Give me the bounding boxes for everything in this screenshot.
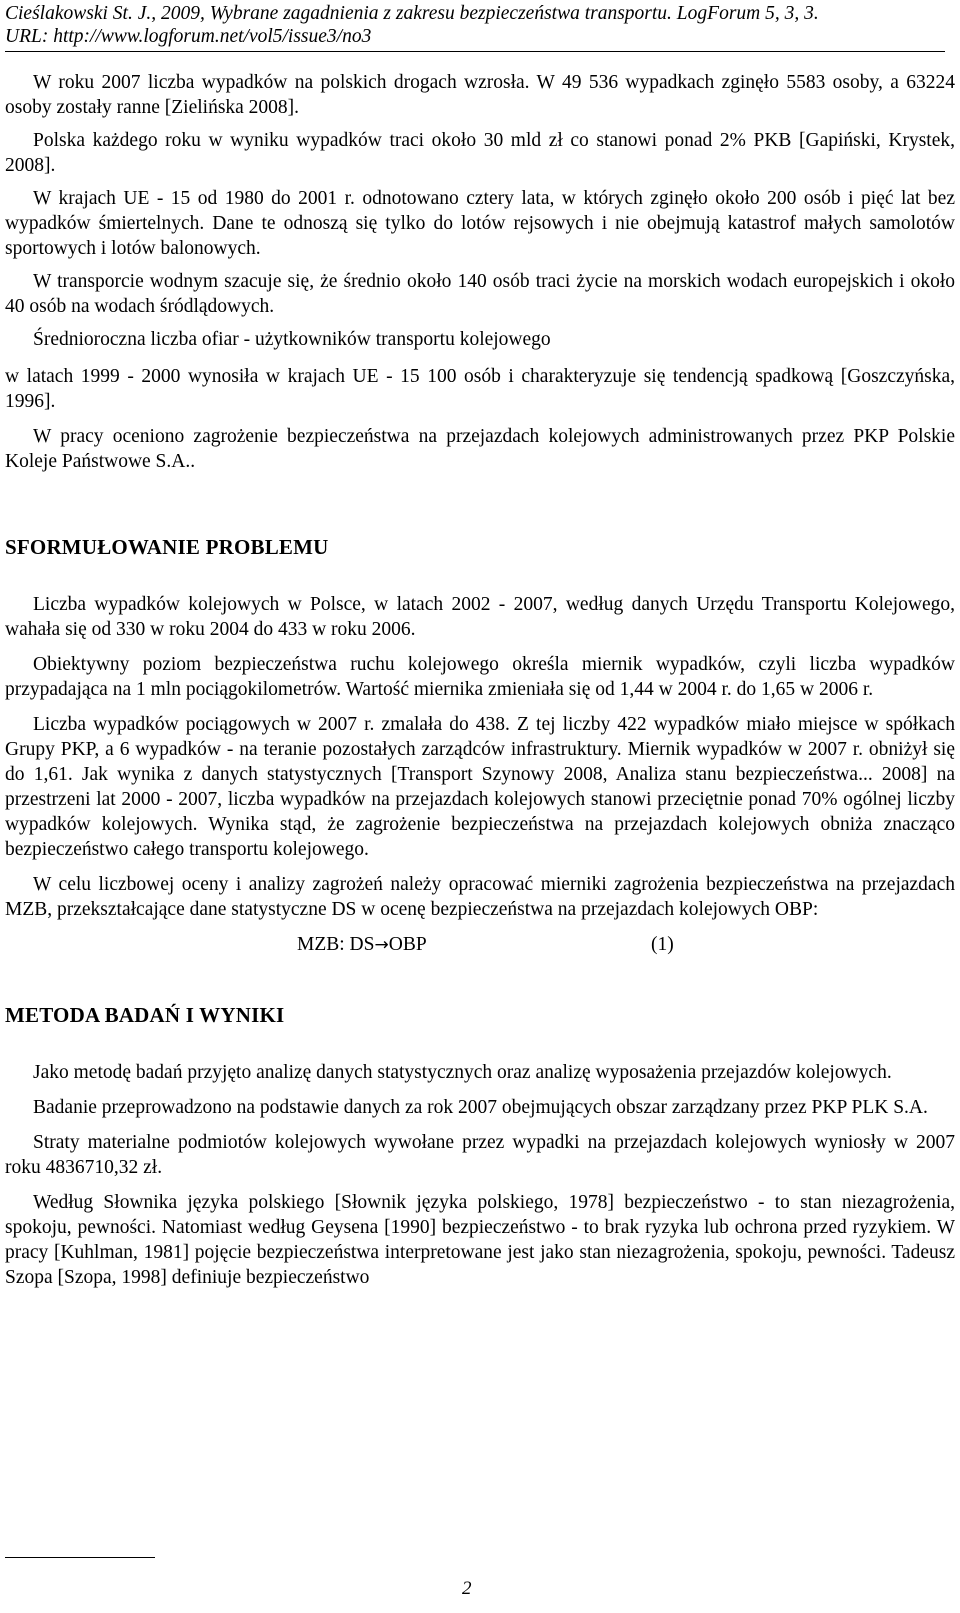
section-paragraph: Badanie przeprowadzono na podstawie danych za rok 2007 obejmujących obszar zarządzany przez PKP PLK S.A. [33, 1097, 928, 1118]
header-citation: Cieślakowski St. J., 2009, Wybrane zagadnienia z zakresu bezpieczeństwa transportu. LogForum 5, 3, 3. [5, 3, 819, 24]
equation-number: (1) [651, 934, 674, 955]
intro-paragraph: Polska każdego roku w wyniku wypadków traci około 30 mld zł co stanowi ponad 2% PKB [Gapiński, Krystek, 2008]. [5, 130, 955, 176]
section-paragraph: W celu liczbowej oceny i analizy zagrożeń należy opracować mierniki zagrożenia bezpieczeństwa na przejazdach MZB, przekształcające dane statystyczne DS w ocenę bezpieczeństwa na przejazdach kolejowych OBP: [5, 874, 955, 920]
intro-paragraph: Średnioroczna liczba ofiar - użytkowników transportu kolejowego [33, 329, 551, 350]
equation-1 [5, 932, 955, 962]
intro-paragraph: W krajach UE - 15 od 1980 do 2001 r. odnotowano cztery lata, w których zginęło około 200 osób i pięć lat bez wypadków śmiertelnych. Dane te odnoszą się tylko do lotów rejsowych i nie obejmują katastrof małych samolotów sportowych i lotów balonowych. [5, 188, 955, 259]
intro-paragraph: W roku 2007 liczba wypadków na polskich drogach wzrosła. W 49 536 wypadkach zginęło 5583 osoby, a 63224 osoby zostały ranne [Zielińska 2008]. [5, 72, 955, 118]
equation-left: MZB: DS [297, 934, 375, 955]
section-paragraph: Według Słownika języka polskiego [Słownik języka polskiego, 1978] bezpieczeństwo - to stan niezagrożenia, spokoju, pewności. Natomiast według Geysena [1990] bezpieczeństwo - to brak ryzyka lub ochrona przed ryzykiem. W pracy [Kuhlman, 1981] pojęcie bezpieczeństwa interpretowane jest jako stan niezagrożenia, spokoju, pewności. Tadeusz Szopa [Szopa, 1998] definiuje bezpieczeństwo [5, 1192, 955, 1288]
section-heading-method: METODA BADAŃ I WYNIKI [5, 1003, 285, 1027]
arrow-right-icon: → [374, 935, 389, 955]
header-url: URL: http://www.logforum.net/vol5/issue3/no3 [5, 26, 372, 47]
intro-paragraph: W pracy oceniono zagrożenie bezpieczeństwa na przejazdach kolejowych administrowanych przez PKP Polskie Koleje Państwowe S.A.. [5, 426, 955, 472]
footer-rule [5, 1557, 155, 1558]
intro-paragraph: W transporcie wodnym szacuje się, że średnio około 140 osób traci życie na morskich wodach europejskich i około 40 osób na wodach śródlądowych. [5, 271, 955, 317]
running-header [5, 2, 945, 52]
section-paragraph: Liczba wypadków kolejowych w Polsce, w latach 2002 - 2007, według danych Urzędu Transportu Kolejowego, wahała się od 330 w roku 2004 do 433 w roku 2006. [5, 594, 955, 640]
section-heading-problem: SFORMUŁOWANIE PROBLEMU [5, 535, 329, 559]
equation-formula [297, 932, 427, 958]
equation-right: OBP [388, 934, 427, 955]
section-paragraph: Obiektywny poziom bezpieczeństwa ruchu kolejowego określa miernik wypadków, czyli liczba wypadków przypadająca na 1 mln pociągokilometrów. Wartość miernika zmieniała się od 1,44 w 2004 r. do 1,65 w 2006 r. [5, 654, 955, 700]
intro-paragraph: w latach 1999 - 2000 wynosiła w krajach UE - 15 100 osób i charakteryzuje się tendencją spadkową [Goszczyńska, 1996]. [5, 366, 955, 412]
section-paragraph: Jako metodę badań przyjęto analizę danych statystycznych oraz analizę wyposażenia przejazdów kolejowych. [33, 1062, 892, 1083]
section-paragraph: Liczba wypadków pociągowych w 2007 r. zmalała do 438. Z tej liczby 422 wypadków miało miejsce w spółkach Grupy PKP, a 6 wypadków - na teranie pozostałych zarządców infrastruktury. Miernik wypadków w 2007 r. obniżył się do 1,61. Jak wynika z danych statystycznych [Transport Szynowy 2008, Analiza stanu bezpieczeństwa... 2008] na przestrzeni lat 2000 - 2007, liczba wypadków na przejazdach kolejowych stanowi przeciętnie ponad 70% ogólnej liczby wypadków kolejowych. Wynika stąd, że zagrożenie bezpieczeństwa na przejazdach kolejowych obniża znacząco bezpieczeństwo całego transportu kolejowego. [5, 714, 955, 860]
section-paragraph: Straty materialne podmiotów kolejowych wywołane przez wypadki na przejazdach kolejowych wyniosły w 2007 roku 4836710,32 zł. [5, 1132, 955, 1178]
page-number: 2 [462, 1578, 472, 1599]
article-body [5, 70, 955, 1300]
